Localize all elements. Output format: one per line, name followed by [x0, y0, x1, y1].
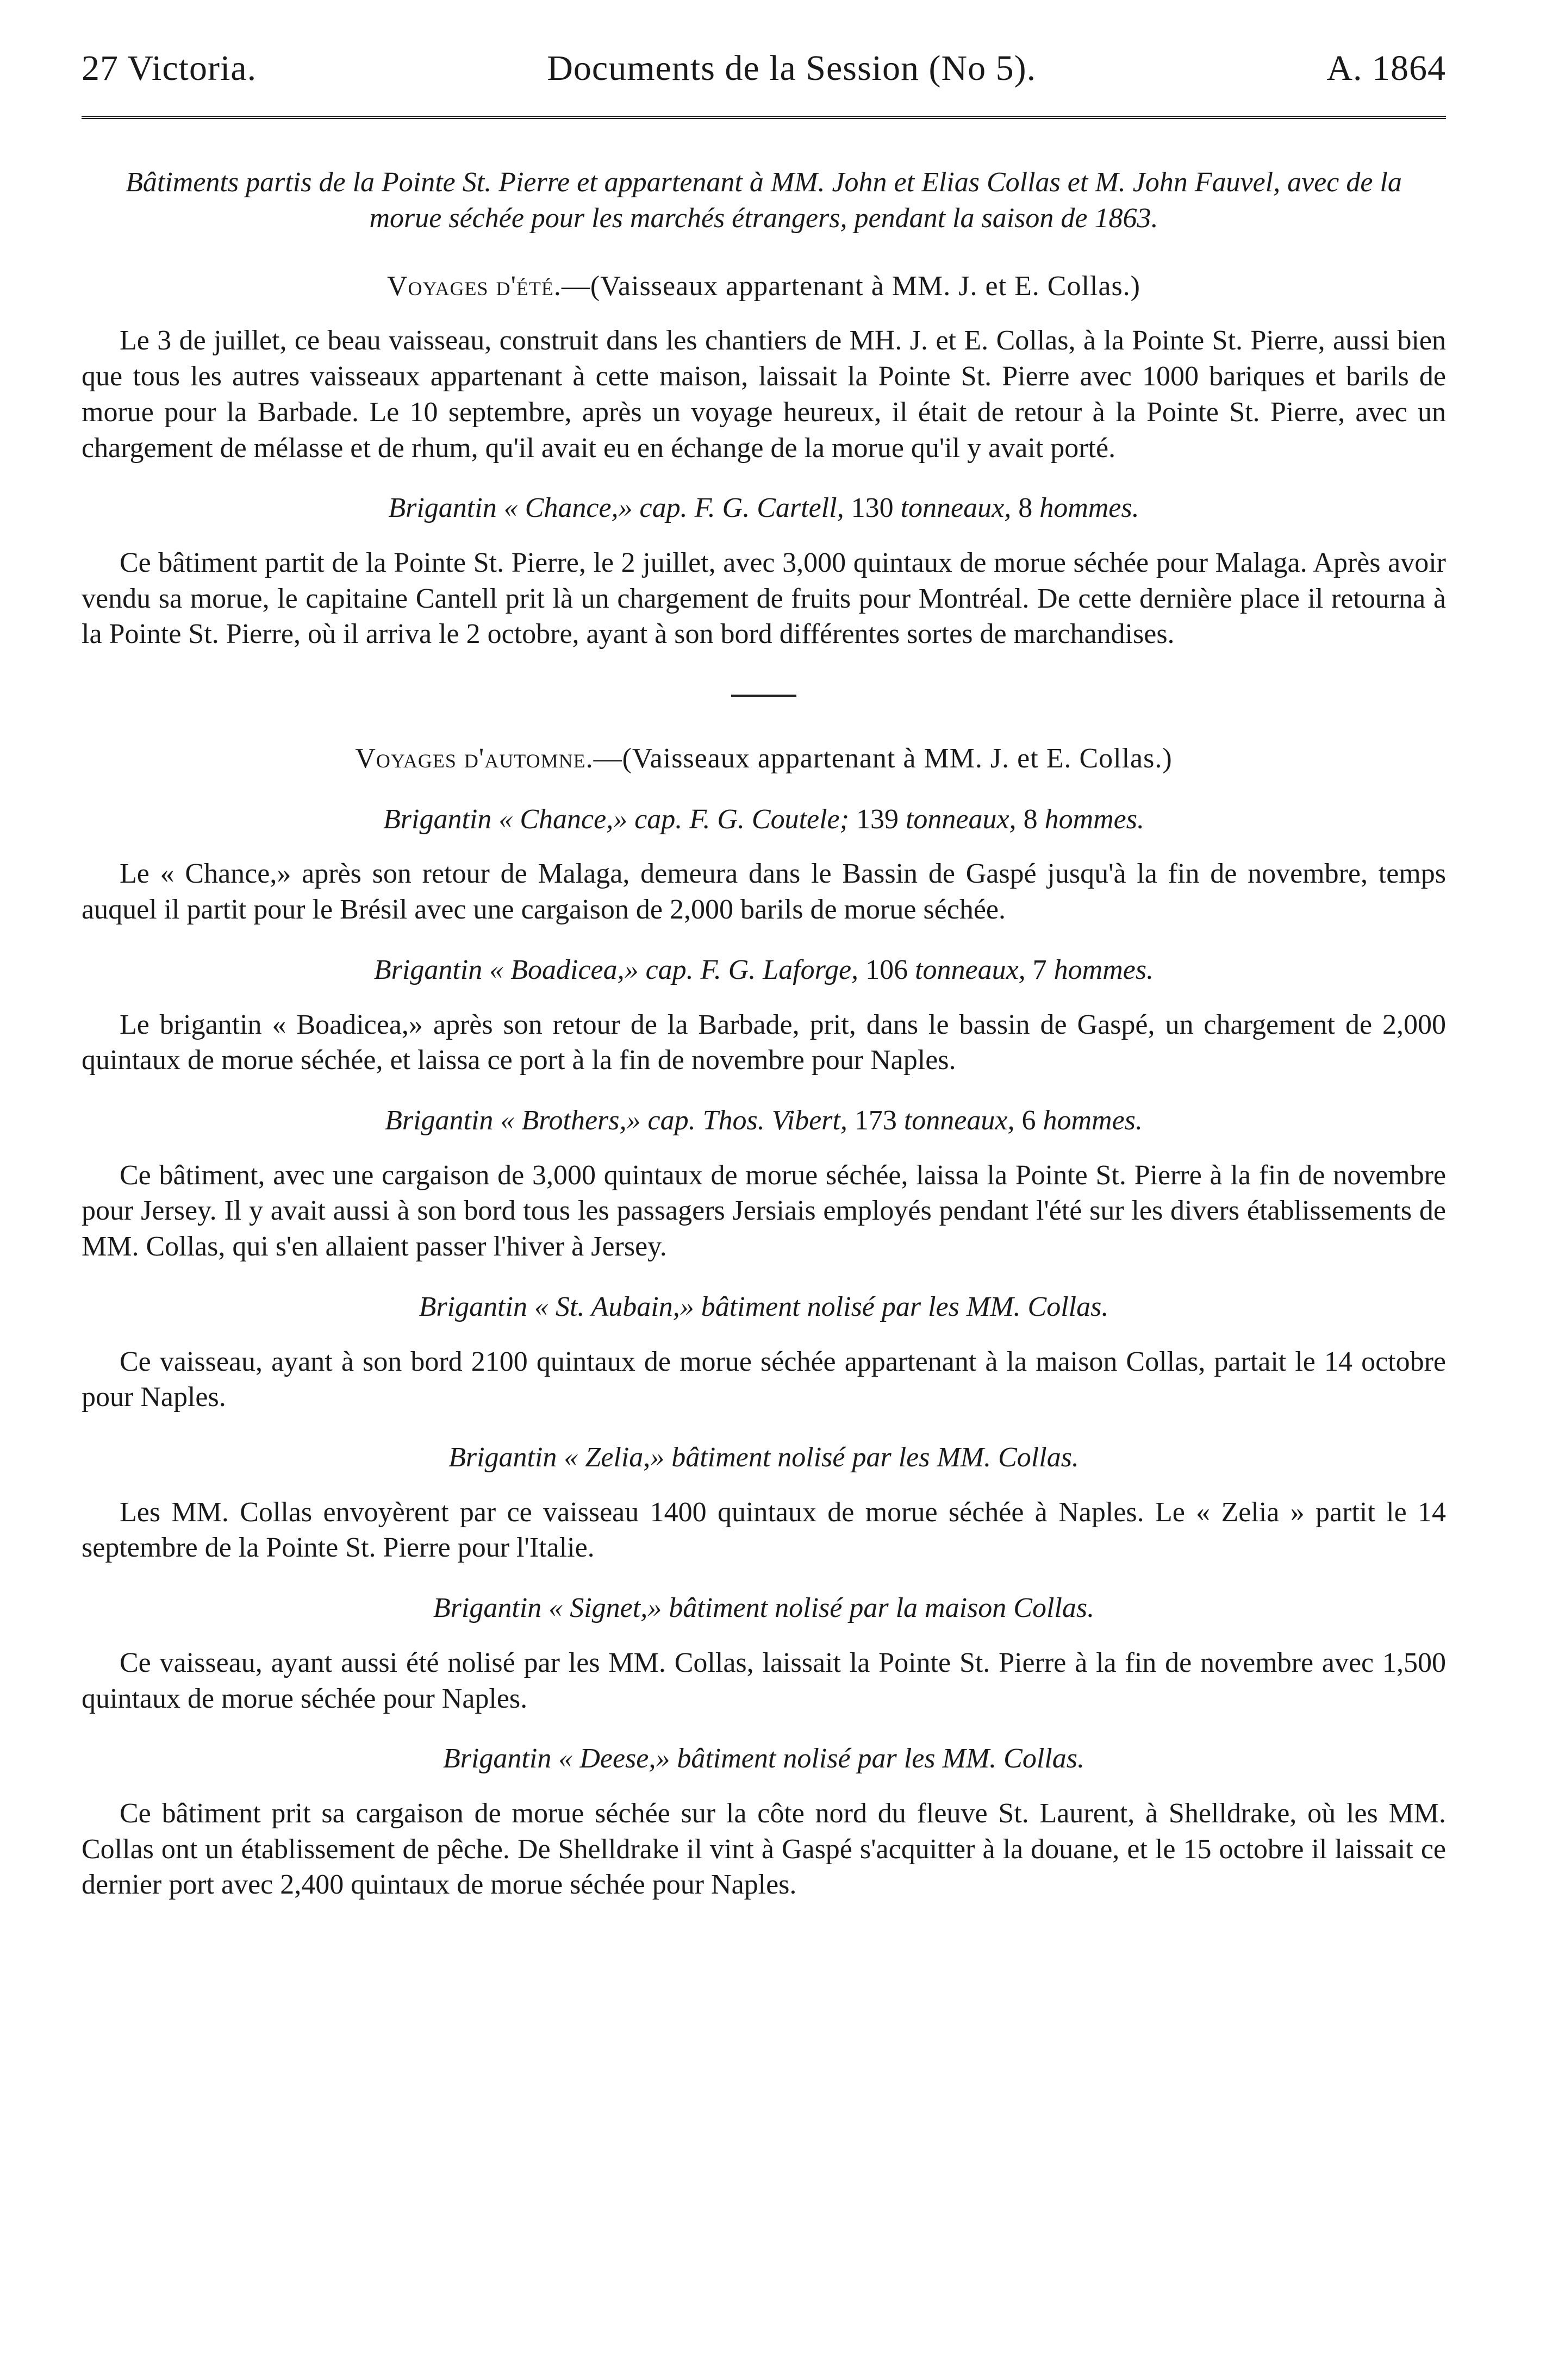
vessel-paragraph: Le « Chance,» après son retour de Malaga, demeura dans le Bassin de Gaspé jusqu'à la fin de novembre, temps auquel il partit pour le Brésil avec une cargaison de 2,000 barils de morue séchée. [82, 858, 1446, 926]
autumn-heading [82, 740, 1446, 777]
header-center: Documents de la Session (No 5). [547, 48, 1037, 88]
vessel-men-unit: hommes. [1044, 803, 1144, 835]
vessel-tons-unit: tonneaux, [915, 954, 1026, 985]
vessel-men: 8 [1011, 492, 1040, 524]
vessel-men: 7 [1025, 954, 1054, 985]
document-page [82, 49, 1446, 1903]
vessel-men-unit: hommes. [1053, 954, 1154, 985]
vessel-men: 6 [1014, 1105, 1043, 1136]
vessel-name: Brigantin « Zelia,» bâtiment nolisé par les MM. Collas. [448, 1442, 1079, 1473]
header-left: 27 Victoria. [82, 48, 257, 88]
vessel-name: Brigantin « Chance,» cap. F. G. Coutele; [383, 803, 849, 835]
section-divider [731, 695, 796, 697]
vessel-name: Brigantin « Signet,» bâtiment nolisé par la maison Collas. [433, 1592, 1095, 1624]
vessel-men-unit: hommes. [1043, 1105, 1143, 1136]
vessel-heading [82, 1439, 1446, 1476]
page-header [82, 49, 1446, 89]
vessel-paragraph: Le brigantin « Boadicea,» après son retour de la Barbade, prit, dans le bassin de Gaspé, un chargement de 2,000 quintaux de morue séchée, et laissa ce port à la fin de novembre pour Naples. [82, 1009, 1446, 1076]
vessel-paragraph: Les MM. Collas envoyèrent par ce vaisseau 1400 quintaux de morue séchée à Naples. Le « Zelia » partit le 14 septembre de la Pointe St. Pierre pour l'Italie. [82, 1496, 1446, 1564]
summer-intro-paragraph: Le 3 de juillet, ce beau vaisseau, construit dans les chantiers de MH. J. et E. Collas, à la Pointe St. Pierre, aussi bien que tous les autres vaisseaux appartenant à cette maison, laissait la Pointe St. Pierre avec 1000 bariques et barils de morue pour la Barbade. Le 10 septembre, après un voyage heureux, il était de retour à la Pointe St. Pierre, avec un chargement de mélasse et de rhum, qu'il avait eu en échange de la morue qu'il y avait porté. [82, 325, 1446, 464]
vessel-paragraph: Ce vaisseau, ayant à son bord 2100 quintaux de morue séchée appartenant à la maison Collas, partait le 14 octobre pour Naples. [82, 1346, 1446, 1413]
vessel-heading-chance-summer [82, 490, 1446, 527]
vessel-heading [82, 1289, 1446, 1326]
vessel-paragraph: Ce bâtiment prit sa cargaison de morue séchée sur la côte nord du fleuve St. Laurent, à Shelldrake, où les MM. Collas ont un établissement de pêche. De Shelldrake il vint à Gaspé s'acquitter à la douane, et le 15 octobre il laissait ce dernier port avec 2,400 quintaux de morue séchée pour Naples. [82, 1797, 1446, 1901]
vessel-heading [82, 801, 1446, 838]
vessel-heading [82, 1102, 1446, 1139]
summer-heading-rest: —(Vaisseaux appartenant à MM. J. et E. Collas.) [561, 270, 1140, 302]
vessel-heading [82, 952, 1446, 989]
vessel-tons: 139 [849, 803, 906, 835]
vessel-name: Brigantin « Deese,» bâtiment nolisé par les MM. Collas. [442, 1743, 1084, 1775]
vessel-name: Brigantin « Boadicea,» cap. F. G. Laforge, [373, 954, 859, 985]
vessel-name: Brigantin « Chance,» cap. F. G. Cartell, [388, 492, 844, 524]
vessel-men-unit: hommes. [1039, 492, 1139, 524]
vessel-tons: 173 [847, 1105, 904, 1136]
vessel-paragraph-chance-summer: Ce bâtiment partit de la Pointe St. Pierre, le 2 juillet, avec 3,000 quintaux de morue séchée pour Malaga. Après avoir vendu sa morue, le capitaine Cantell prit là un chargement de fruits pour Montréal. De cette dernière place il retourna à la Pointe St. Pierre, où il arriva le 2 octobre, ayant à son bord différentes sortes de marchandises. [82, 547, 1446, 650]
header-right: A. 1864 [1326, 48, 1446, 88]
summer-heading-caps: Voyages d'été. [387, 270, 562, 302]
summer-heading [82, 268, 1446, 305]
vessel-tons: 106 [858, 954, 915, 985]
vessel-paragraph: Ce bâtiment, avec une cargaison de 3,000 quintaux de morue séchée, laissa la Pointe St. Pierre à la fin de novembre pour Jersey. Il y avait aussi à son bord tous les passagers Jersiais employés pendant l'été sur les divers établissements de MM. Collas, qui s'en allaient passer l'hiver à Jersey. [82, 1159, 1446, 1263]
vessel-tons-unit: tonneaux, [905, 803, 1017, 835]
vessel-heading [82, 1740, 1446, 1777]
autumn-heading-rest: —(Vaisseaux appartenant à MM. J. et E. Collas.) [593, 743, 1173, 774]
vessel-paragraph: Ce vaisseau, ayant aussi été nolisé par les MM. Collas, laissait la Pointe St. Pierre à la fin de novembre avec 1,500 quintaux de morue séchée pour Naples. [82, 1647, 1446, 1714]
header-rule [82, 116, 1446, 122]
vessel-tons-unit: tonneaux, [900, 492, 1012, 524]
vessel-tons: 130 [844, 492, 901, 524]
vessel-name: Brigantin « Brothers,» cap. Thos. Vibert, [385, 1105, 847, 1136]
vessel-tons-unit: tonneaux, [903, 1105, 1015, 1136]
vessel-name: Brigantin « St. Aubain,» bâtiment nolisé par les MM. Collas. [419, 1291, 1109, 1322]
vessel-men: 8 [1016, 803, 1045, 835]
vessel-heading [82, 1590, 1446, 1627]
document-title: Bâtiments partis de la Pointe St. Pierre et appartenant à MM. John et Elias Collas et M. John Fauvel, avec de la morue séchée pour les marchés étrangers, pendant la saison de 1863. [126, 166, 1402, 234]
autumn-heading-caps: Voyages d'automne. [355, 743, 594, 774]
